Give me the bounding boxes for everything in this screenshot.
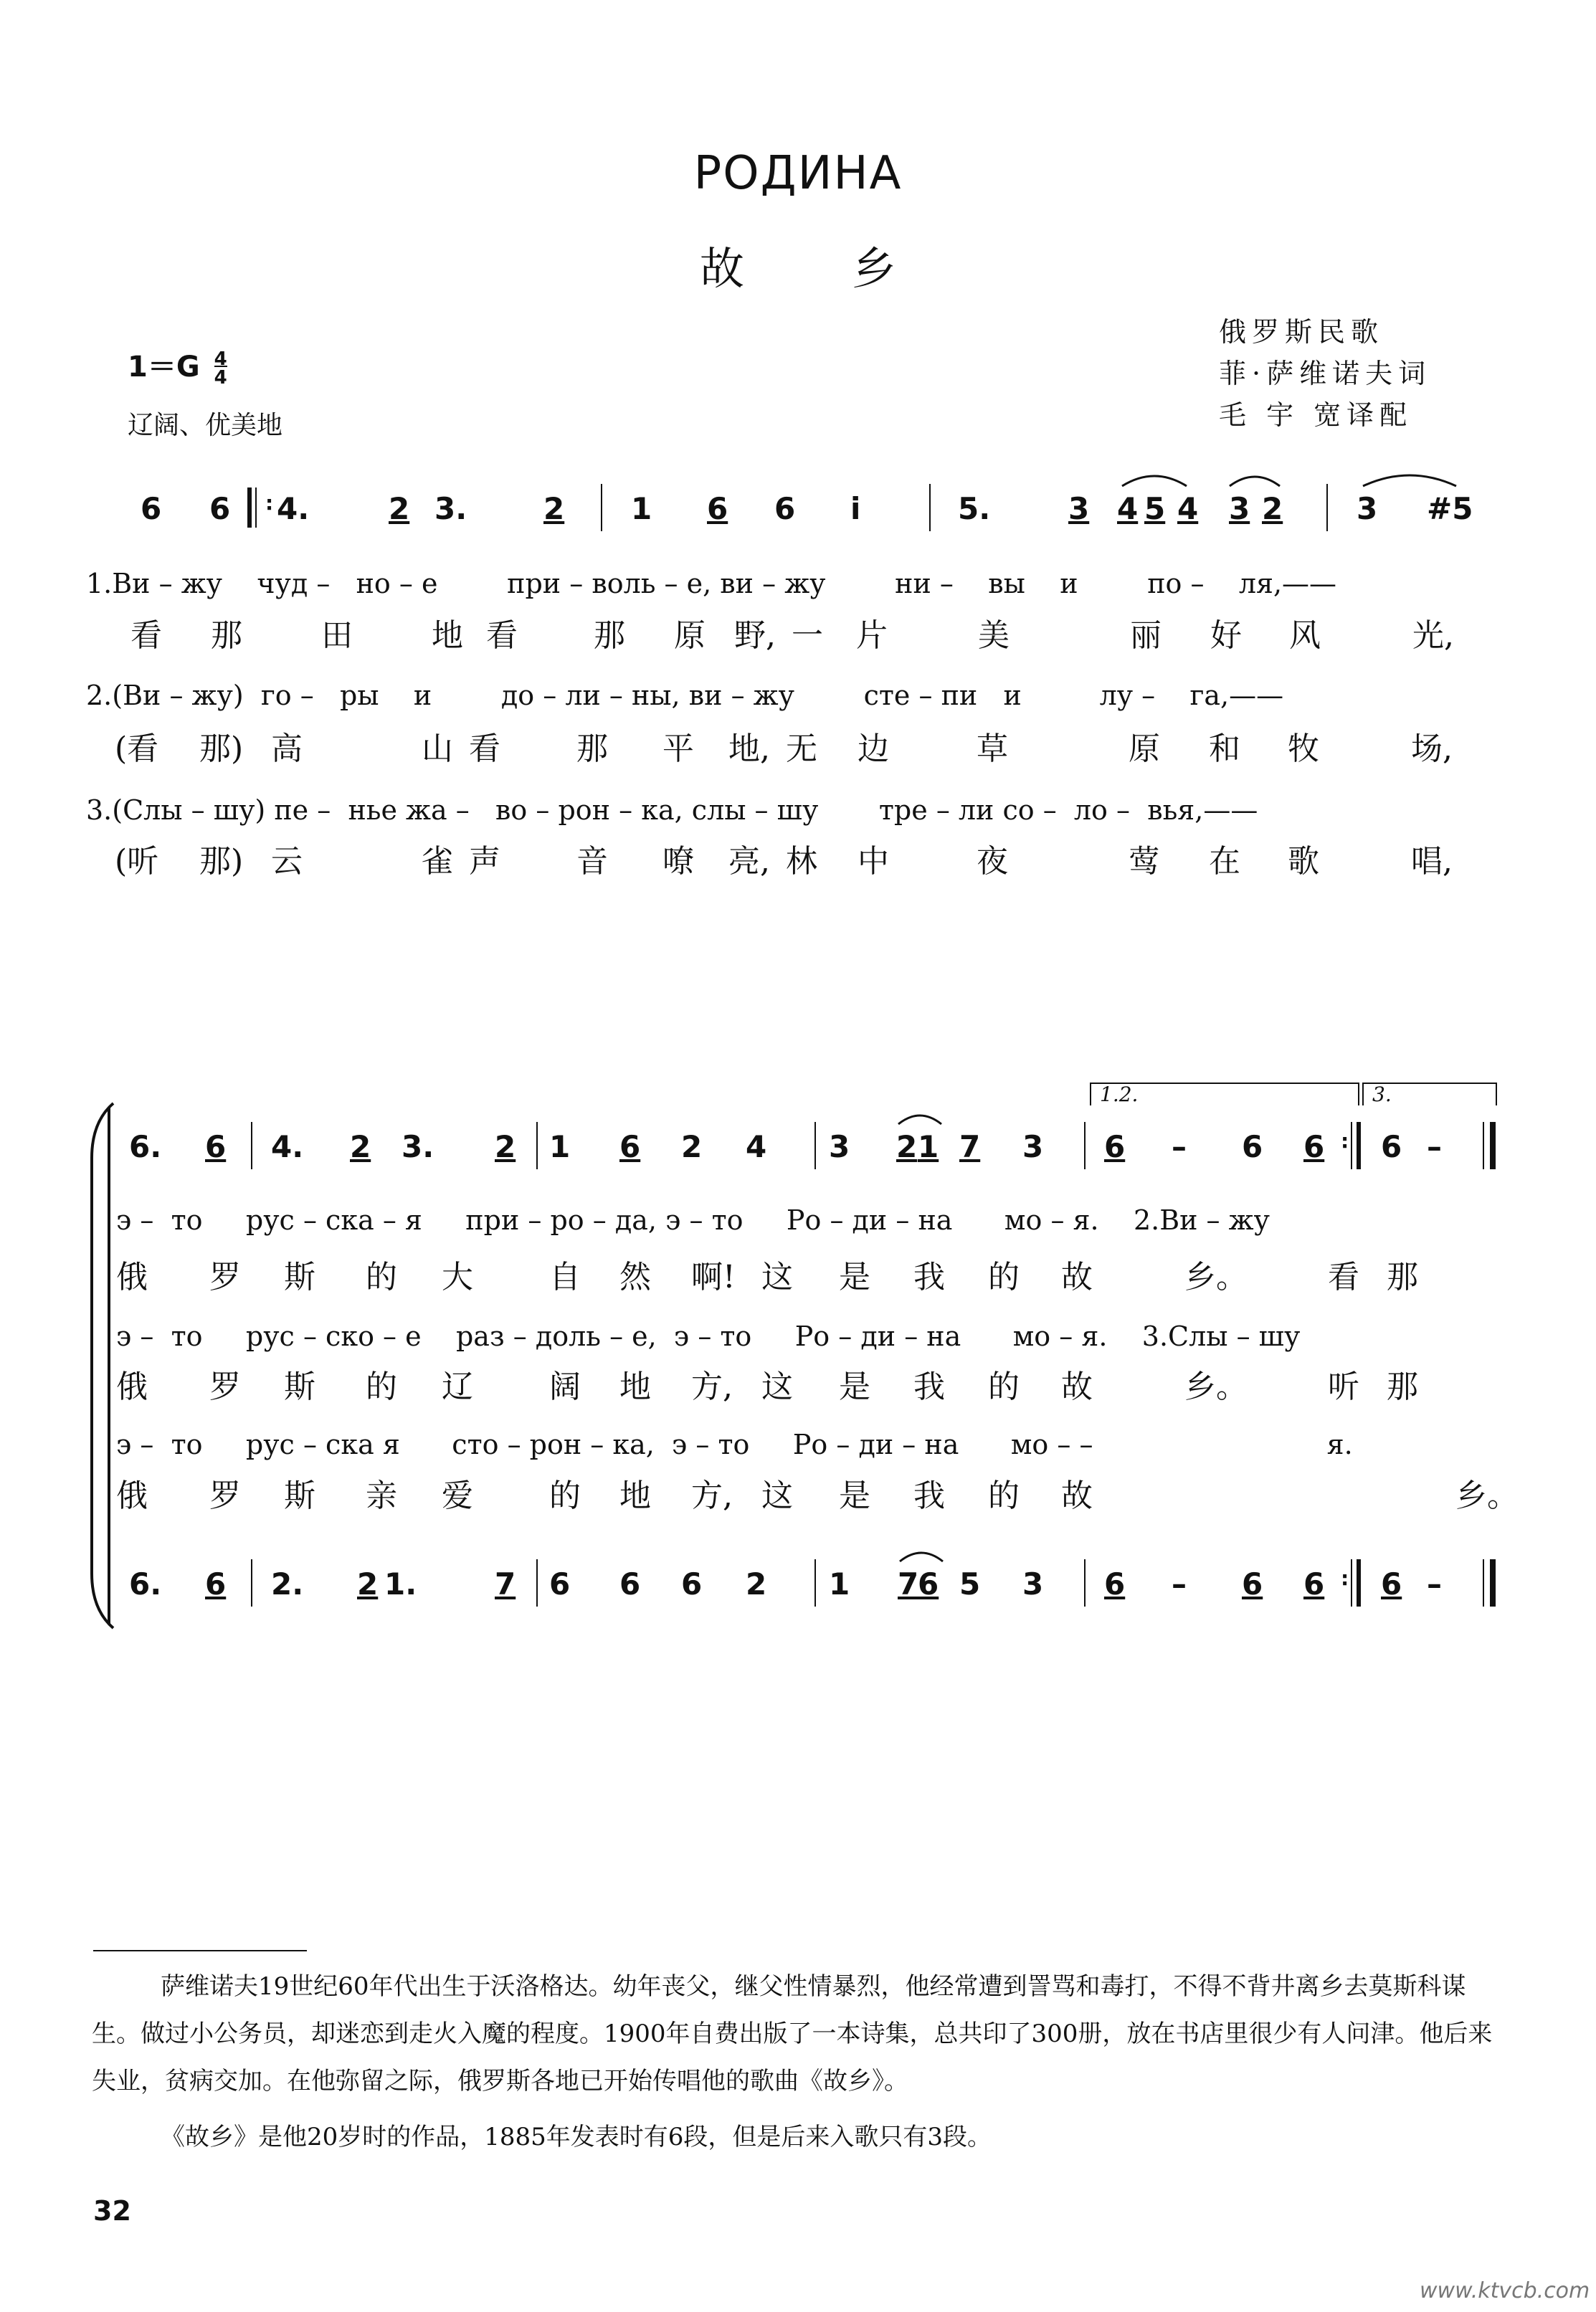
volta-label-1: 1.2.: [1100, 1083, 1139, 1106]
repeat-barline: [247, 487, 252, 528]
note: 6: [549, 1566, 571, 1602]
note: 1.: [384, 1566, 417, 1602]
dash: –: [1427, 1566, 1442, 1602]
note: 2: [350, 1129, 371, 1164]
note: 6: [1303, 1129, 1325, 1164]
note: 6: [1381, 1129, 1402, 1164]
barline: [536, 1122, 538, 1169]
note: 3: [1022, 1566, 1044, 1602]
note: 6: [1303, 1566, 1325, 1602]
note: 7: [959, 1129, 981, 1164]
note: 7: [495, 1566, 516, 1602]
barline: [814, 1122, 816, 1169]
repeat-barline: [1357, 1122, 1361, 1169]
note: #5: [1427, 491, 1473, 526]
footnote-rule: [93, 1950, 307, 1951]
note: 6: [1242, 1129, 1263, 1164]
repeat-barline: [1357, 1559, 1361, 1607]
note: 6: [619, 1566, 641, 1602]
final-barline-thin: [1483, 1122, 1484, 1169]
note: 1: [918, 1129, 939, 1164]
barline: [536, 1559, 538, 1607]
barline: [601, 484, 602, 531]
note: 6: [1104, 1566, 1126, 1602]
note: 6: [918, 1566, 939, 1602]
note: 2: [681, 1129, 703, 1164]
note: 5: [1144, 491, 1166, 526]
note: i: [850, 491, 861, 526]
note: 6: [209, 491, 231, 526]
note: 6: [141, 491, 162, 526]
dash: –: [1427, 1129, 1442, 1164]
note: 6: [205, 1566, 227, 1602]
repeat-dots: :: [1341, 1566, 1349, 1590]
lyric-ru-verse1-end: э – то рус – ска – я при – ро – да, э – то Ро – ди – на мо – я. 2.Ви – жу: [116, 1204, 1270, 1236]
slur: [1118, 466, 1190, 490]
dash: –: [1172, 1129, 1187, 1164]
note: 5.: [958, 491, 991, 526]
slur: [895, 1104, 945, 1128]
credit-lyricist: 菲·萨维诺夫词: [1219, 358, 1432, 389]
watermark: www.ktvcb.com: [1420, 2278, 1590, 2303]
repeat-dots: :: [265, 491, 274, 515]
note: 4: [746, 1129, 767, 1164]
system-brace: [85, 1100, 120, 1631]
footnote-paragraph-1: 萨维诺夫19世纪60年代出生于沃洛格达。幼年丧父，继父性情暴烈，他经常遭到詈骂和毒打，不得不背井离乡去莫斯科谋生。做过小公务员，却迷恋到走火入魔的程度。1900年自费出版了一本诗集，总共印了300册，放在书店里很少有人问津。他后来失业，贫病交加。在他弥留之际，俄罗斯各地已开始传唱他的歌曲《故乡》。: [92, 1972, 1493, 2095]
lyric-cn-verse1-end: 俄 罗 斯 的 大 自 然 啊! 这 是 我 的 故 乡。 看 那: [116, 1259, 1418, 1295]
repeat-barline-thin: [1351, 1122, 1352, 1169]
note: 5: [959, 1566, 981, 1602]
lyric-ru-verse3-end: э – то рус – ска я сто – рон – ка, э – то Ро – ди – на мо – – я.: [116, 1429, 1353, 1460]
lyric-cn-verse2: (看 那) 高 山 看 那 平 地, 无 边 草 原 和 牧 场,: [115, 731, 1453, 767]
note: 4: [1177, 491, 1199, 526]
note: 6: [1104, 1129, 1126, 1164]
note: 6: [707, 491, 728, 526]
barline: [929, 484, 931, 531]
lyric-ru-verse1: 1.Ви – жу чуд – но – е при – воль – е, ви – жу ни – вы и по – ля,——: [86, 568, 1337, 599]
barline: [1326, 484, 1328, 531]
final-barline: [1490, 1559, 1496, 1607]
page-number: 32: [93, 2195, 131, 2227]
lyric-cn-verse2-end: 俄 罗 斯 的 辽 阔 地 方, 这 是 我 的 故 乡。 听 那: [116, 1369, 1418, 1405]
tempo-marking: 辽阔、优美地: [128, 411, 283, 440]
note: 2: [389, 491, 410, 526]
note: 6: [1242, 1566, 1263, 1602]
note: 2: [543, 491, 565, 526]
footnote-paragraph-2: 《故乡》是他20岁时的作品，1885年发表时有6段，但是后来入歌只有3段。: [161, 2123, 992, 2151]
note: 2: [495, 1129, 516, 1164]
tie: [1359, 466, 1460, 490]
barline: [251, 1559, 252, 1607]
repeat-dots: :: [1341, 1129, 1349, 1153]
note: 3: [829, 1129, 850, 1164]
note: 1: [631, 491, 652, 526]
system-bracket-line: [108, 1108, 110, 1624]
final-barline: [1490, 1122, 1496, 1169]
barline: [251, 1122, 252, 1169]
note: 6: [681, 1566, 703, 1602]
credit-origin: 俄罗斯民歌: [1219, 316, 1384, 348]
note: 3: [1068, 491, 1090, 526]
note: 6: [205, 1129, 227, 1164]
note: 6.: [129, 1129, 162, 1164]
note: 3: [1229, 491, 1250, 526]
note: 3.: [402, 1129, 434, 1164]
lyric-ru-verse2: 2.(Ви – жу) го – ры и до – ли – ны, ви – жу сте – пи и лу – га,——: [86, 680, 1284, 711]
note: 1: [829, 1566, 850, 1602]
note: 3: [1357, 491, 1378, 526]
lyric-ru-verse2-end: э – то рус – ско – е раз – доль – е, э – то Ро – ди – на мо – я. 3.Слы – шу: [116, 1321, 1301, 1352]
key-signature: $1=G \frac{4}{4}$: [128, 348, 227, 389]
song-title-chinese: 故乡: [699, 242, 1004, 295]
note: 4: [1117, 491, 1139, 526]
barline: [1084, 1122, 1086, 1169]
lyric-cn-verse3: (听 那) 云 雀 声 音 嘹 亮, 林 中 夜 莺 在 歌 唱,: [115, 843, 1453, 880]
note: 4.: [271, 1129, 304, 1164]
repeat-barline-thin: [1351, 1559, 1352, 1607]
repeat-barline-thin: [255, 487, 257, 528]
slur: [896, 1541, 946, 1566]
barline: [814, 1559, 816, 1607]
note: 4.: [277, 491, 310, 526]
note: 3.: [434, 491, 467, 526]
slur: [1226, 466, 1283, 490]
note: 6: [619, 1129, 641, 1164]
note: 2.: [271, 1566, 304, 1602]
note: 6: [1381, 1566, 1402, 1602]
volta-label-2: 3.: [1372, 1083, 1392, 1106]
note: 6: [774, 491, 796, 526]
time-signature: $\frac{4}{4}$: [214, 348, 227, 389]
song-title-russian: РОДИНА: [693, 147, 903, 200]
lyric-ru-verse3: 3.(Слы – шу) пе – нье жа – во – рон – ка, слы – шу тре – ли со – ло – вья,——: [86, 794, 1258, 826]
barline: [1084, 1559, 1086, 1607]
lyric-cn-verse3-end: 俄 罗 斯 亲 爱 的 地 方, 这 是 我 的 故 乡。: [116, 1478, 1519, 1514]
note: 1: [549, 1129, 571, 1164]
credit-translator: 毛 宇 宽译配: [1219, 399, 1413, 431]
lyric-cn-verse1: 看 那 田 地 看 那 原 野, 一 片 美 丽 好 风 光,: [130, 617, 1454, 654]
note: 7: [898, 1566, 919, 1602]
note: 2: [357, 1566, 379, 1602]
note: 3: [1022, 1129, 1044, 1164]
note: 2: [1262, 491, 1283, 526]
final-barline-thin: [1483, 1559, 1484, 1607]
note: 2: [746, 1566, 767, 1602]
note: 2: [896, 1129, 918, 1164]
dash: –: [1172, 1566, 1187, 1602]
note: 6.: [129, 1566, 162, 1602]
